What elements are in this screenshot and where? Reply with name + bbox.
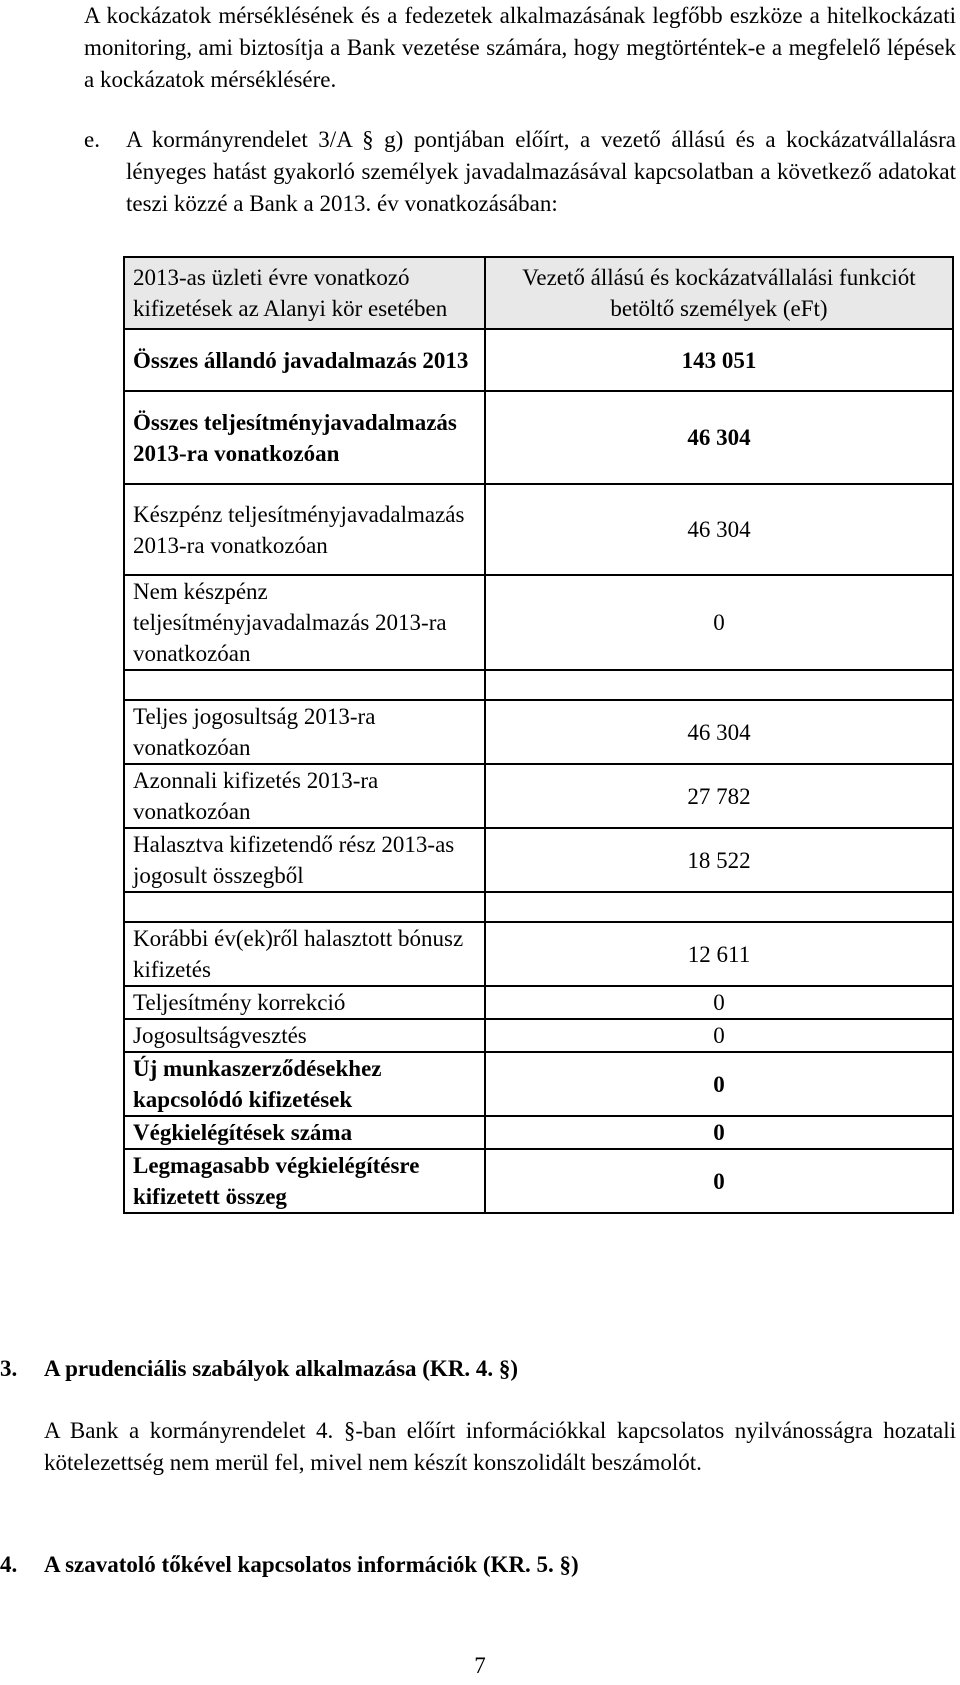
- row-label: Azonnali kifizetés 2013-ra vonatkozóan: [124, 764, 485, 828]
- table-header-left: 2013-as üzleti évre vonatkozó kifizetések az Alanyi kör esetében: [124, 257, 485, 329]
- table-spacer-row: [124, 670, 953, 700]
- table-row: [124, 986, 953, 1019]
- section-3-heading: [0, 1353, 518, 1385]
- row-label: Összes teljesítményjavadalmazás 2013-ra vonatkozóan: [124, 391, 485, 484]
- row-value: 0: [485, 1116, 953, 1149]
- row-value: 143 051: [485, 329, 953, 391]
- table-spacer-row: [124, 892, 953, 922]
- table-row: [124, 575, 953, 670]
- section-3-paragraph: A Bank a kormányrendelet 4. §-ban előírt információkkal kapcsolatos nyilvánosságra hozatali kötelezettség nem merül fel, mivel nem készít konszolidált beszámolót.: [44, 1418, 956, 1475]
- section-3-number: 3.: [0, 1356, 18, 1381]
- row-value: 0: [485, 986, 953, 1019]
- row-value: 0: [485, 1019, 953, 1052]
- table-row: [124, 1052, 953, 1116]
- section-4-title: A szavatoló tőkével kapcsolatos információk (KR. 5. §): [44, 1552, 579, 1577]
- row-value: 46 304: [485, 484, 953, 575]
- row-label: Nem készpénz teljesítményjavadalmazás 2013-ra vonatkozóan: [124, 575, 485, 670]
- row-label: Korábbi év(ek)ről halasztott bónusz kifizetés: [124, 922, 485, 986]
- table-row: [124, 1149, 953, 1213]
- table-row: [124, 764, 953, 828]
- table-header-row: [124, 257, 953, 329]
- row-value: 27 782: [485, 764, 953, 828]
- section-4-number: 4.: [0, 1552, 18, 1577]
- page-number: 7: [474, 1653, 486, 1678]
- section-4-heading: [0, 1549, 579, 1581]
- table-row: [124, 329, 953, 391]
- row-label: Készpénz teljesítményjavadalmazás 2013-ra vonatkozóan: [124, 484, 485, 575]
- row-label: Teljesítmény korrekció: [124, 986, 485, 1019]
- row-label: Jogosultságvesztés: [124, 1019, 485, 1052]
- row-value: 0: [485, 1052, 953, 1116]
- table-row: [124, 828, 953, 892]
- remuneration-table: [123, 256, 954, 1214]
- row-label: Legmagasabb végkielégítésre kifizetett összeg: [124, 1149, 485, 1213]
- row-value: 0: [485, 575, 953, 670]
- row-value: 12 611: [485, 922, 953, 986]
- table-row: [124, 1019, 953, 1052]
- section-3-title: A prudenciális szabályok alkalmazása (KR. 4. §): [44, 1356, 519, 1381]
- row-label: Összes állandó javadalmazás 2013: [124, 329, 485, 391]
- row-value: 18 522: [485, 828, 953, 892]
- row-value: 46 304: [485, 391, 953, 484]
- item-e-marker: e.: [84, 127, 100, 152]
- table-row: [124, 484, 953, 575]
- item-e-text: A kormányrendelet 3/A § g) pontjában előírt, a vezető állású és a kockázatvállalásra lényeges hatást gyakorló személyek javadalmazásával kapcsolatban a következő adatokat teszi közzé a Bank a 2013. év vonatkozásában:: [126, 127, 956, 216]
- table-row: [124, 922, 953, 986]
- row-label: Teljes jogosultság 2013-ra vonatkozóan: [124, 700, 485, 764]
- row-value: 46 304: [485, 700, 953, 764]
- table-row: [124, 391, 953, 484]
- table-header-right: Vezető állású és kockázatvállalási funkciót betöltő személyek (eFt): [485, 257, 953, 329]
- row-value: 0: [485, 1149, 953, 1213]
- item-e: [84, 124, 956, 220]
- table-row: [124, 1116, 953, 1149]
- row-label: Végkielégítések száma: [124, 1116, 485, 1149]
- table-row: [124, 700, 953, 764]
- intro-paragraph: A kockázatok mérséklésének és a fedezetek alkalmazásának legfőbb eszköze a hitelkockázati monitoring, ami biztosítja a Bank vezetése számára, hogy megtörténtek-e a megfelelő lépések a kockázatok mérséklésére.: [84, 3, 956, 92]
- row-label: Halasztva kifizetendő rész 2013-as jogosult összegből: [124, 828, 485, 892]
- row-label: Új munkaszerződésekhez kapcsolódó kifizetések: [124, 1052, 485, 1116]
